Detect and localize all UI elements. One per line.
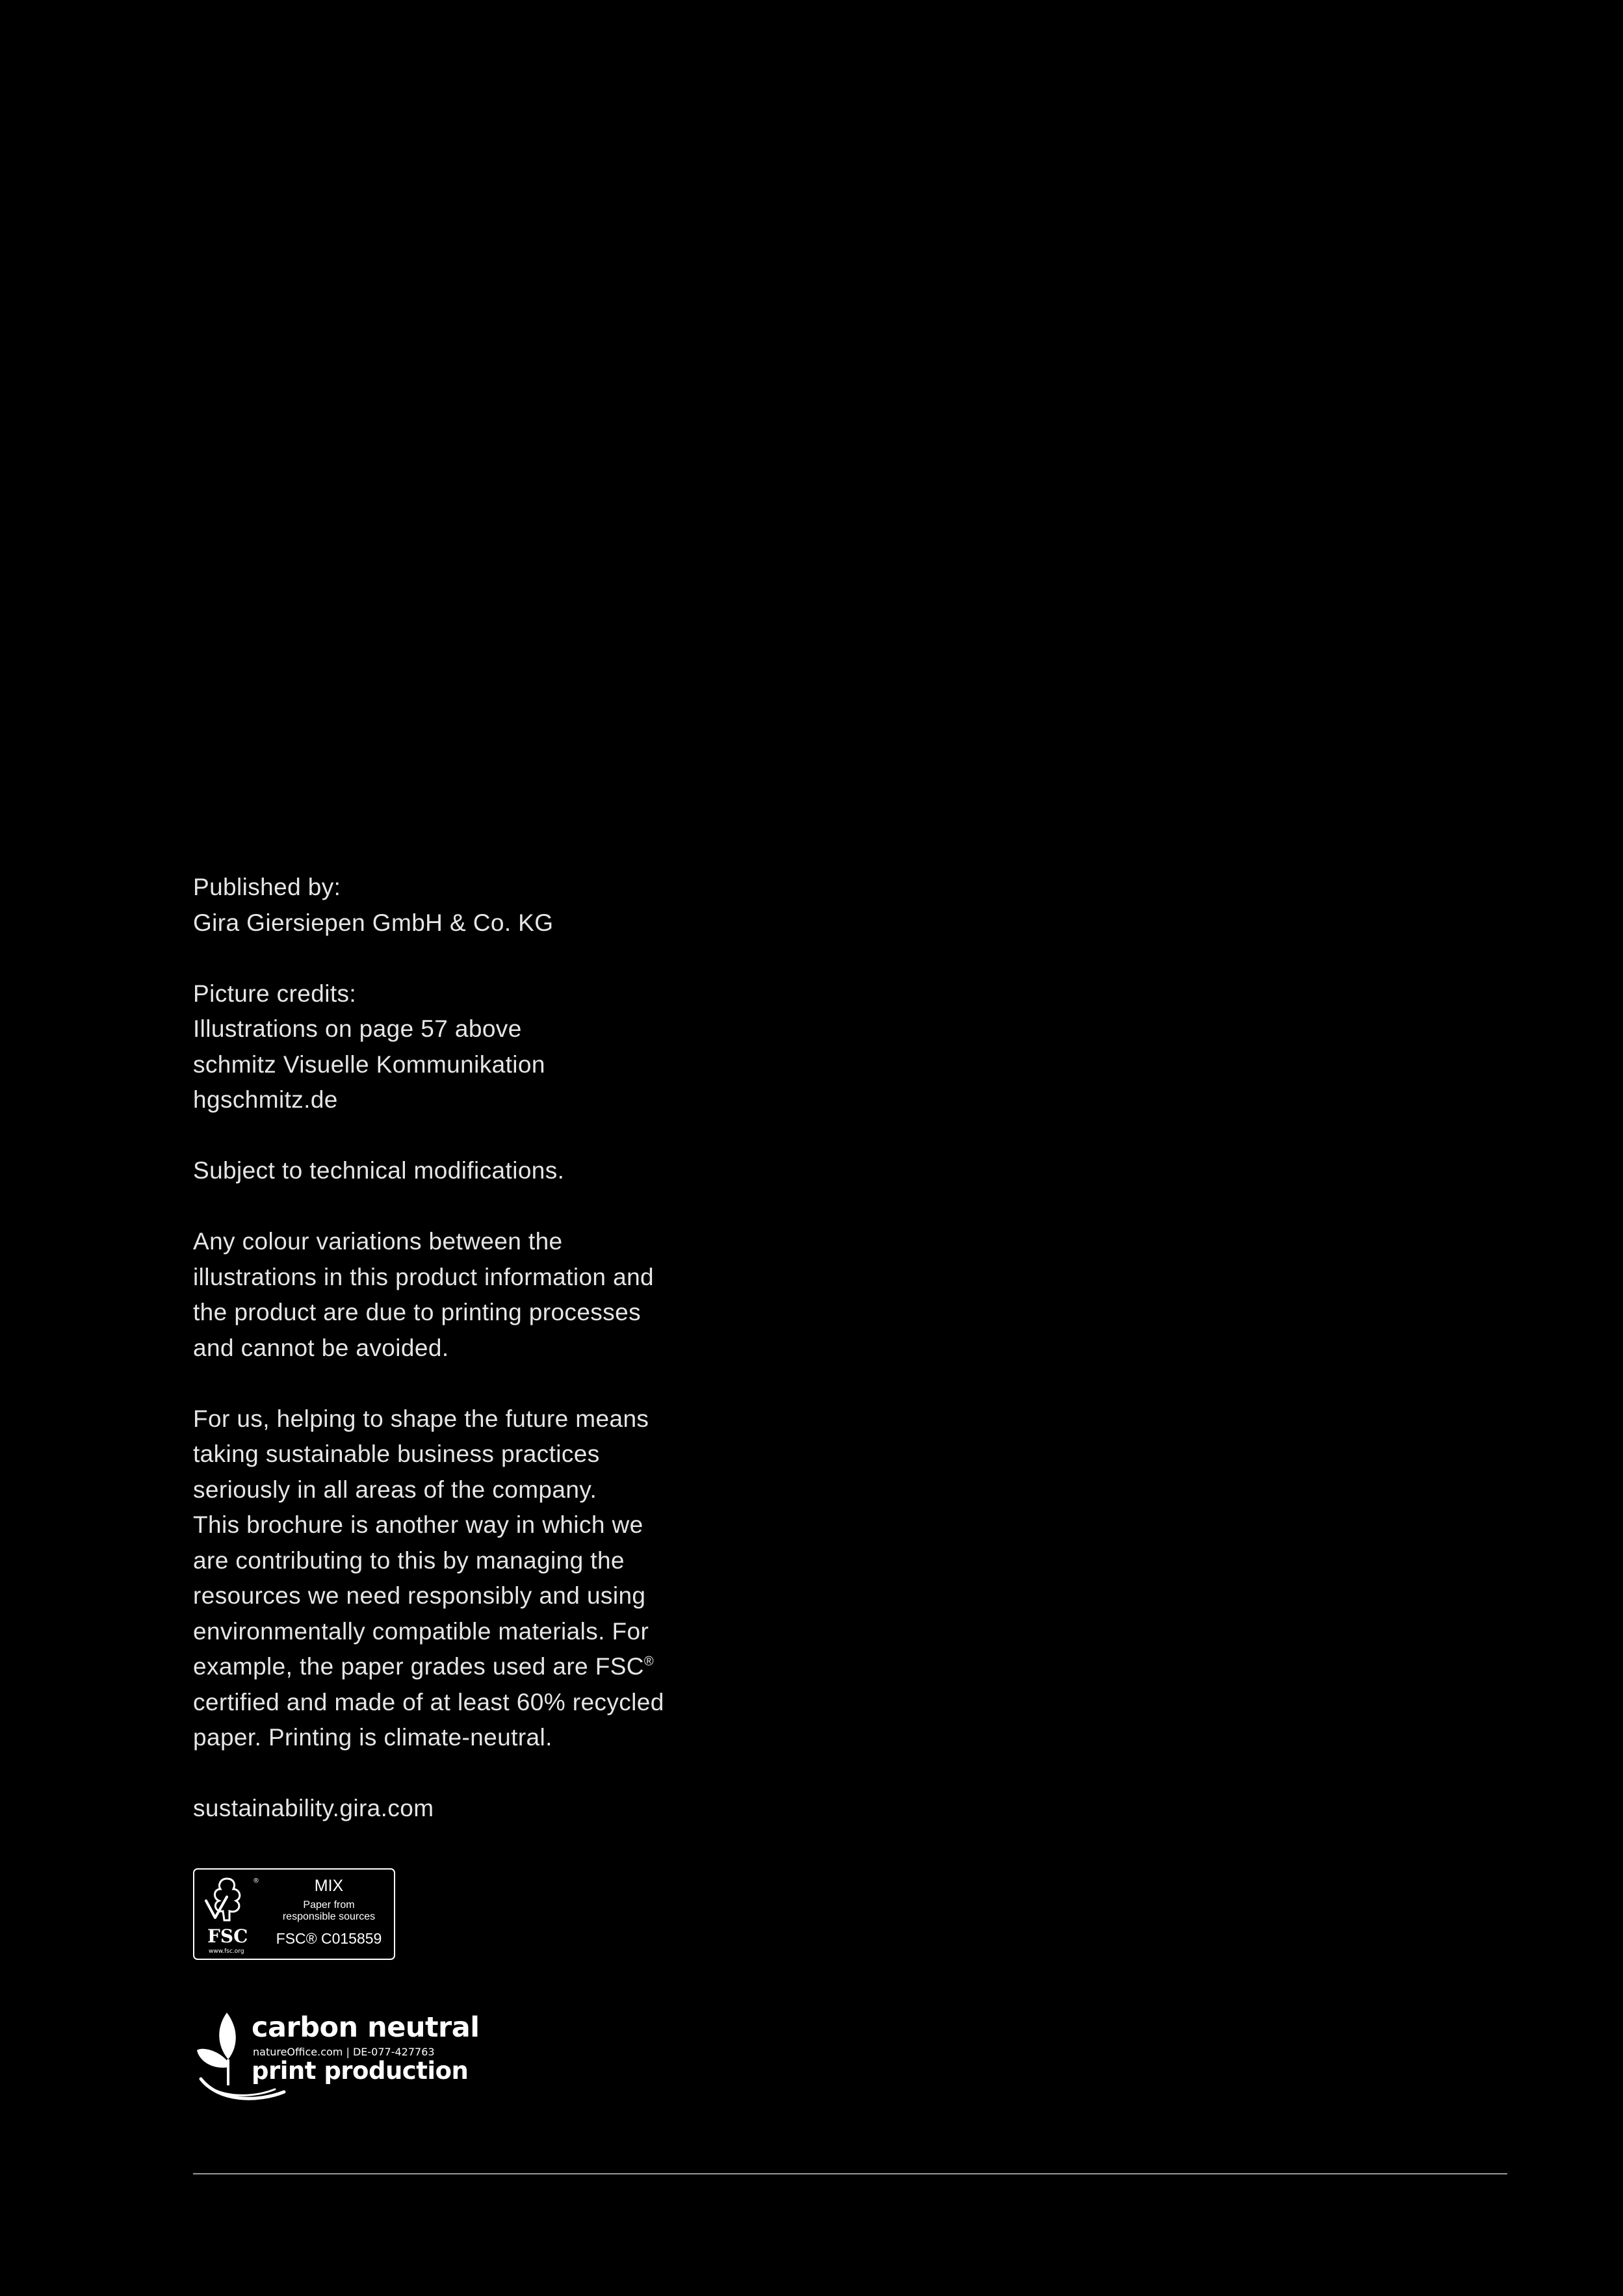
sustainability-fsc-line bbox=[193, 1649, 713, 1685]
colour-note-block bbox=[193, 1224, 713, 1366]
sustainability-line: taking sustainable business practices bbox=[193, 1441, 600, 1467]
fsc-certification-logo bbox=[193, 1868, 395, 1960]
fsc-tree-icon bbox=[201, 1875, 263, 1954]
technical-note-block bbox=[193, 1153, 713, 1189]
registered-mark: ® bbox=[643, 1654, 655, 1669]
fsc-paper-line2: responsible sources bbox=[282, 1911, 376, 1922]
credits-line: schmitz Visuelle Kommunikation bbox=[193, 1050, 545, 1078]
sustainability-link[interactable]: sustainability.gira.com bbox=[193, 1795, 434, 1821]
picture-credits-label: Picture credits: bbox=[193, 980, 357, 1007]
fsc-url-text: www.fsc.org bbox=[209, 1948, 244, 1954]
technical-note: Subject to technical modifications. bbox=[193, 1157, 565, 1184]
fsc-brand-text: FSC bbox=[207, 1925, 248, 1947]
fsc-mix: MIX bbox=[314, 1877, 344, 1895]
colour-note-line: illustrations in this product information and bbox=[193, 1263, 655, 1290]
fsc-line-text: example, the paper grades used are FSC bbox=[193, 1653, 644, 1680]
publisher-block bbox=[193, 870, 713, 941]
sustainability-line: are contributing to this by managing the bbox=[193, 1546, 625, 1574]
picture-credits-block bbox=[193, 976, 713, 1118]
sustainability-line: seriously in all areas of the company. bbox=[193, 1476, 597, 1503]
sustainability-line: certified and made of at least 60% recycled bbox=[193, 1688, 664, 1715]
sustainability-line: paper. Printing is climate-neutral. bbox=[193, 1724, 552, 1751]
carbon-neutral-logo bbox=[193, 2007, 480, 2105]
colour-note-line: and cannot be avoided. bbox=[193, 1334, 449, 1361]
colour-note-line: Any colour variations between the bbox=[193, 1228, 563, 1255]
carbon-neutral-title: carbon neutral bbox=[252, 2011, 480, 2044]
imprint-text bbox=[193, 870, 713, 1862]
sustainability-block bbox=[193, 1402, 713, 1756]
print-production-label: print production bbox=[252, 2057, 469, 2085]
footer-divider bbox=[193, 2173, 1507, 2174]
sustainability-line: For us, helping to shape the future means bbox=[193, 1405, 649, 1432]
credits-website: hgschmitz.de bbox=[193, 1086, 338, 1113]
website-block bbox=[193, 1791, 713, 1827]
sustainability-line: resources we need responsibly and using bbox=[193, 1582, 646, 1609]
carbon-neutral-id: natureOffice.com | DE-077-427763 bbox=[253, 2046, 435, 2058]
sustainability-line: environmentally compatible materials. For bbox=[193, 1617, 649, 1645]
fsc-license-code: FSC® C015859 bbox=[276, 1930, 382, 1947]
fsc-label-text bbox=[267, 1876, 391, 1948]
sustainability-line: This brochure is another way in which we bbox=[193, 1511, 643, 1538]
fsc-registered-mark: ® bbox=[253, 1877, 259, 1885]
colour-note-line: the product are due to printing processes bbox=[193, 1299, 641, 1325]
credits-line: Illustrations on page 57 above bbox=[193, 1015, 522, 1042]
publisher-name: Gira Giersiepen GmbH & Co. KG bbox=[193, 909, 554, 936]
publisher-label: Published by: bbox=[193, 874, 341, 900]
fsc-paper-line1: Paper from bbox=[303, 1899, 355, 1911]
